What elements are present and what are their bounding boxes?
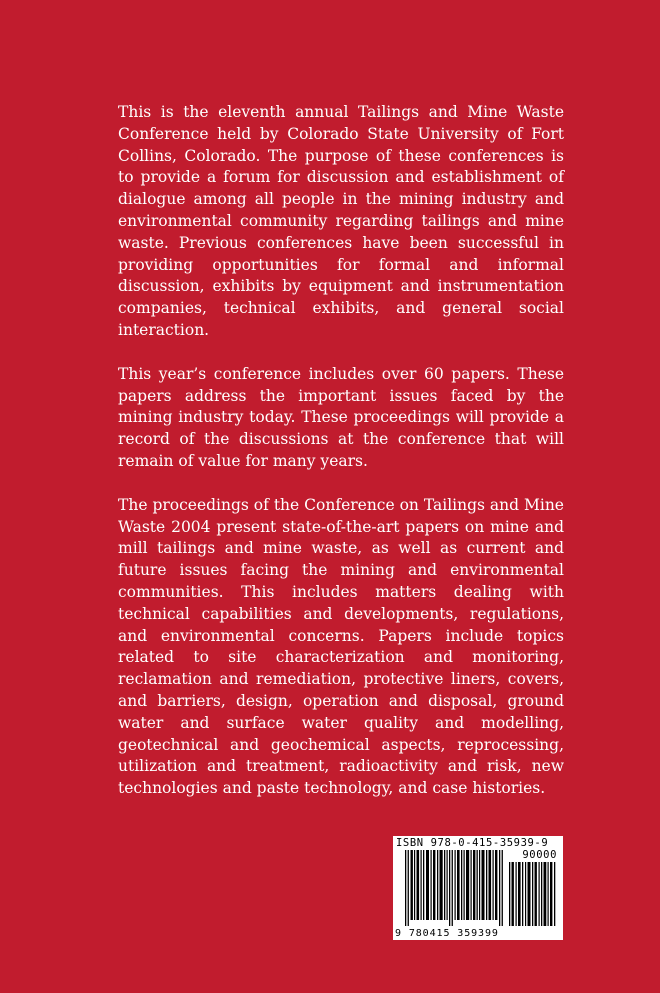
isbn-barcode bbox=[393, 836, 563, 940]
price-code: 90000 bbox=[522, 849, 557, 861]
paragraph-topics: The proceedings of the Conference on Tailings and Mine Waste 2004 present state-of-the-art papers on mine and mill tailings and mine waste, as well as current and future issues facing the mining and environmental communities. This includes matters dealing with technical capabilities and developments, regulations, and environmental concerns. Papers include topics related to site characterization and monitoring, reclamation and remediation, protective liners, covers, and barriers, design, operation and disposal, ground water and surface water quality and modelling, geotechnical and geochemical aspects, reprocessing, utilization and treatment, radioactivity and risk, new technologies and paste technology, and case histories. bbox=[118, 495, 564, 798]
back-cover-description bbox=[118, 102, 564, 822]
addon-barcode-bars bbox=[509, 862, 557, 926]
ean-digits: 9 780415 359399 bbox=[395, 928, 499, 939]
isbn-label: ISBN 978-0-415-35939-9 bbox=[396, 837, 549, 849]
paragraph-papers: This year’s conference includes over 60 papers. These papers address the important issues faced by the mining industry today. These proceedings will provide a record of the discussions at the conference that will remain of value for many years. bbox=[118, 364, 564, 470]
paragraph-intro: This is the eleventh annual Tailings and Mine Waste Conference held by Colorado State University of Fort Collins, Colorado. The purpose of these conferences is to provide a forum for discussion and establishment of dialogue among all people in the mining industry and environmental community regarding tailings and mine waste. Previous conferences have been successful in providing opportunities for formal and informal discussion, exhibits by equipment and instrumentation companies, technical exhibits, and general social interaction. bbox=[118, 103, 564, 339]
ean-barcode-bars bbox=[405, 850, 505, 926]
